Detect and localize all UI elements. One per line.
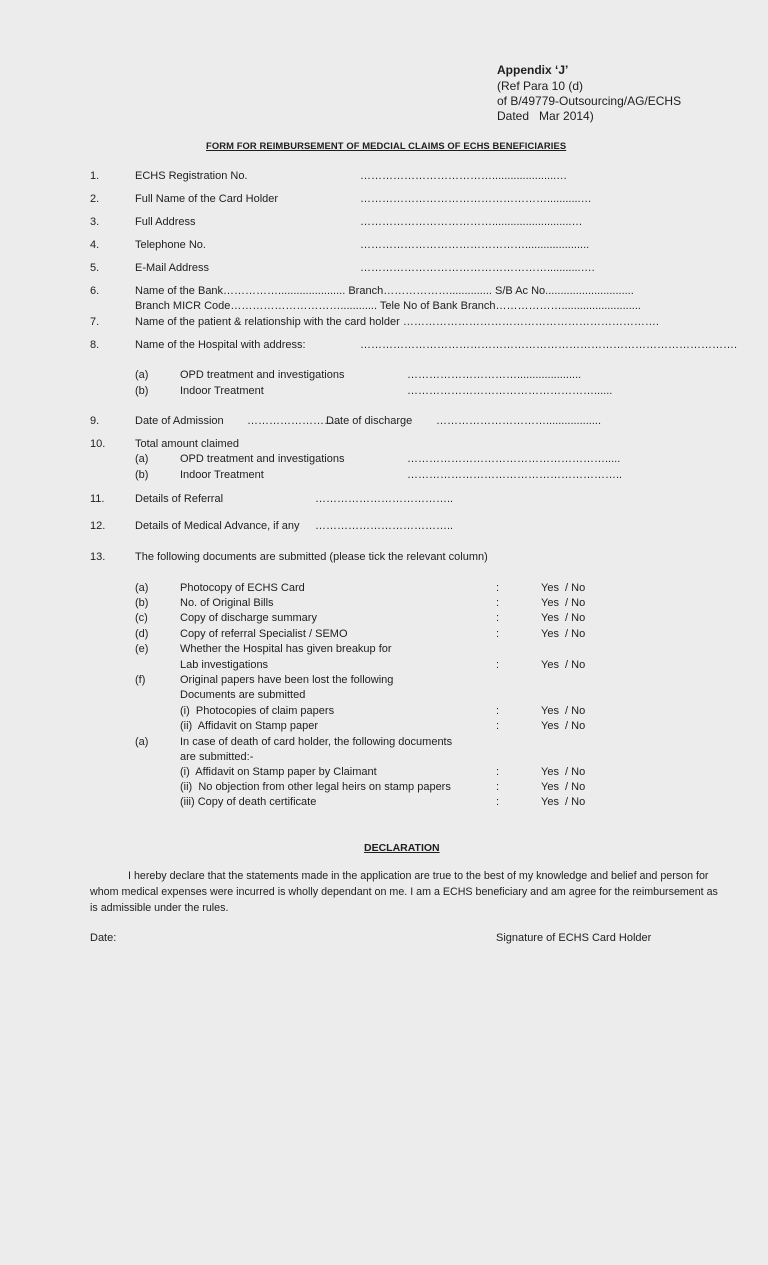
- full-address-field[interactable]: ………………………………..........................…: [360, 216, 583, 228]
- telephone-field[interactable]: ……………………………………….....................: [360, 239, 590, 251]
- indoor-treatment-field[interactable]: ……………………………………………......: [407, 385, 613, 397]
- appendix-ref: (Ref Para 10 (d): [497, 79, 584, 93]
- sub-code: (b): [135, 385, 149, 397]
- doc-label: Documents are submitted: [180, 689, 306, 701]
- sub-label: Indoor Treatment: [180, 469, 264, 481]
- item-number: 10.: [90, 438, 106, 450]
- item-number: 4.: [90, 239, 100, 251]
- signature-label: Signature of ECHS Card Holder: [496, 932, 652, 944]
- doc-sub-label: (ii) No objection from other legal heirs on stamp papers: [180, 781, 451, 793]
- doc-label: Original papers have been lost the following: [180, 674, 394, 686]
- sub-label: Indoor Treatment: [180, 385, 264, 397]
- item-number: 5.: [90, 262, 100, 274]
- sub-code: (a): [135, 453, 149, 465]
- yes-no-option[interactable]: Yes / No: [541, 582, 586, 594]
- doc-code: (e): [135, 643, 149, 655]
- item-label: E-Mail Address: [135, 262, 209, 274]
- item-label: The following documents are submitted (please tick the relevant column): [135, 551, 488, 563]
- doc-label: No. of Original Bills: [180, 597, 274, 609]
- item-label: Date of Admission: [135, 415, 224, 427]
- item-number: 13.: [90, 551, 106, 563]
- appendix-dated: Dated Mar 2014): [497, 109, 594, 123]
- doc-code: (a): [135, 582, 149, 594]
- colon: :: [496, 628, 500, 640]
- sub-label: OPD treatment and investigations: [180, 453, 345, 465]
- item-number: 3.: [90, 216, 100, 228]
- bank-details-line[interactable]: Name of the Bank……………...................... Branch……………….............. S/B Ac No.............................: [135, 285, 634, 297]
- doc-label: Copy of referral Specialist / SEMO: [180, 628, 348, 640]
- indoor-amount-field[interactable]: …………………………………………………..: [407, 469, 623, 481]
- item-label: Full Name of the Card Holder: [135, 193, 279, 205]
- colon: :: [496, 796, 500, 808]
- item-label: Name of the Hospital with address:: [135, 339, 306, 351]
- item-label: Total amount claimed: [135, 438, 239, 450]
- hospital-address-field[interactable]: ………………………………………………………………………………………….: [360, 339, 738, 351]
- patient-relationship-field[interactable]: Name of the patient & relationship with the card holder …………………………………………………………….: [135, 316, 659, 328]
- sub-code: (b): [135, 469, 149, 481]
- doc-label: Photocopy of ECHS Card: [180, 582, 305, 594]
- doc-label: Lab investigations: [180, 659, 269, 671]
- doc-sub-label: (ii) Affidavit on Stamp paper: [180, 720, 318, 732]
- yes-no-option[interactable]: Yes / No: [541, 659, 586, 671]
- colon: :: [496, 597, 500, 609]
- item-label: ECHS Registration No.: [135, 170, 248, 182]
- item-number: 2.: [90, 193, 100, 205]
- doc-code: (a): [135, 736, 149, 748]
- yes-no-option[interactable]: Yes / No: [541, 796, 586, 808]
- doc-sub-label: (iii) Copy of death certificate: [180, 796, 317, 808]
- colon: :: [496, 612, 500, 624]
- registration-no-field[interactable]: ……………………………….....................…: [360, 170, 568, 182]
- item-number: 12.: [90, 520, 106, 532]
- appendix-title: Appendix ‘J’: [497, 63, 569, 77]
- item-label: Full Address: [135, 216, 196, 228]
- yes-no-option[interactable]: Yes / No: [541, 781, 586, 793]
- sub-code: (a): [135, 369, 149, 381]
- item-number: 8.: [90, 339, 100, 351]
- doc-sub-label: (i) Affidavit on Stamp paper by Claimant: [180, 766, 377, 778]
- email-field[interactable]: ……………………………………………...........….: [360, 262, 595, 274]
- declaration-title: DECLARATION: [364, 842, 440, 854]
- appendix-of: of B/49779-Outsourcing/AG/ECHS: [497, 94, 682, 108]
- admission-date-field[interactable]: ……………………..: [247, 415, 342, 427]
- doc-code: (b): [135, 597, 149, 609]
- doc-code: (d): [135, 628, 149, 640]
- form-title: FORM FOR REIMBURSEMENT OF MEDCIAL CLAIMS OF ECHS BENEFICIARIES: [206, 140, 567, 151]
- item-number: 7.: [90, 316, 100, 328]
- discharge-date-field[interactable]: …………………………..................: [436, 415, 602, 427]
- colon: :: [496, 720, 500, 732]
- item-label: Details of Referral: [135, 493, 224, 505]
- opd-amount-field[interactable]: ……………………………………………….....: [407, 453, 621, 465]
- item-label: Telephone No.: [135, 239, 206, 251]
- doc-label: are submitted:-: [180, 751, 254, 763]
- yes-no-option[interactable]: Yes / No: [541, 612, 586, 624]
- item-number: 11.: [90, 493, 105, 505]
- colon: :: [496, 659, 500, 671]
- colon: :: [496, 582, 500, 594]
- yes-no-option[interactable]: Yes / No: [541, 597, 586, 609]
- date-label: Date:: [90, 932, 117, 944]
- opd-treatment-field[interactable]: ………………………….....................: [407, 369, 582, 381]
- sub-label: OPD treatment and investigations: [180, 369, 345, 381]
- branch-micr-line[interactable]: Branch MICR Code…………………………............ Tele No of Bank Branch………………..........................: [135, 300, 641, 312]
- yes-no-option[interactable]: Yes / No: [541, 628, 586, 640]
- doc-code: (f): [135, 674, 146, 686]
- colon: :: [496, 781, 500, 793]
- yes-no-option[interactable]: Yes / No: [541, 720, 586, 732]
- item-label: Date of discharge: [326, 415, 413, 427]
- doc-label: Whether the Hospital has given breakup for: [180, 643, 392, 655]
- item-label: Details of Medical Advance, if any: [135, 520, 300, 532]
- medical-advance-field[interactable]: ………………………………..: [315, 520, 454, 532]
- item-number: 1.: [90, 170, 100, 182]
- yes-no-option[interactable]: Yes / No: [541, 705, 586, 717]
- referral-field[interactable]: ………………………………..: [315, 493, 454, 505]
- doc-code: (c): [135, 612, 148, 624]
- item-number: 6.: [90, 285, 100, 297]
- yes-no-option[interactable]: Yes / No: [541, 766, 586, 778]
- colon: :: [496, 766, 500, 778]
- doc-sub-label: (i) Photocopies of claim papers: [180, 705, 335, 717]
- colon: :: [496, 705, 500, 717]
- item-number: 9.: [90, 415, 100, 427]
- doc-label: Copy of discharge summary: [180, 612, 317, 624]
- doc-label: In case of death of card holder, the following documents: [180, 736, 453, 748]
- declaration-text: I hereby declare that the statements made in the application are true to the best of my knowledge and belief and person for whom medical expenses were incurred is wholly dependant on me. I am a ECHS beneficiary and am agree for the reimbursement as is admissible under the rules.: [90, 870, 718, 914]
- full-name-field[interactable]: ……………………………………………...........…: [360, 193, 592, 205]
